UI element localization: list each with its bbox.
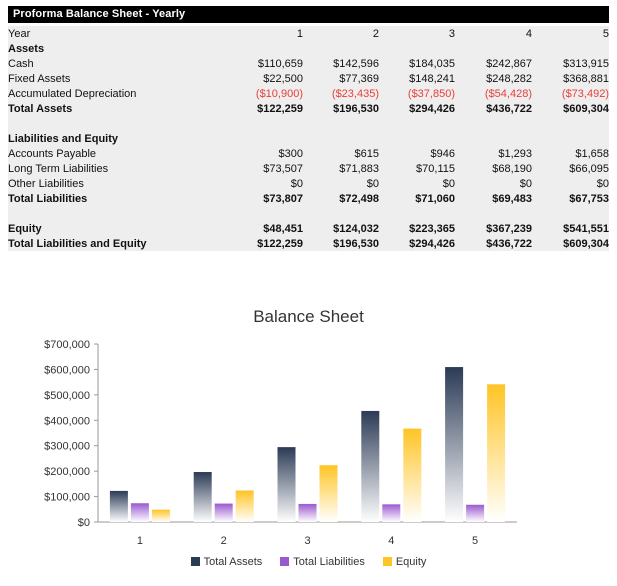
y-axis-tick-label: $100,000 [44, 491, 90, 504]
legend-swatch-icon [191, 557, 200, 566]
legend-label: Equity [395, 556, 427, 568]
section-heading: Assets [8, 41, 227, 56]
y-axis-tick-label: $300,000 [44, 440, 90, 453]
bar [320, 465, 338, 522]
chart-title: Balance Sheet [253, 307, 364, 326]
row-value: $368,881 [532, 71, 609, 86]
y-axis-tick-label: $400,000 [44, 415, 90, 428]
bar [382, 504, 400, 522]
row-label: Total Liabilities and Equity [8, 236, 227, 251]
row-label: Total Assets [8, 101, 227, 116]
row-value: $242,867 [455, 56, 532, 71]
row-value: $541,551 [532, 221, 609, 236]
y-axis-tick-label: $600,000 [44, 364, 90, 377]
section-heading: Liabilities and Equity [8, 131, 227, 146]
legend-label: Total Assets [203, 556, 263, 568]
row-value: $142,596 [303, 56, 379, 71]
legend-item [191, 556, 263, 568]
y-axis-tick-label: $0 [77, 517, 90, 529]
row-value: $67,753 [532, 191, 609, 206]
row-value: $124,032 [303, 221, 379, 236]
column-header-year: Year [8, 26, 227, 41]
row-value: $77,369 [303, 71, 379, 86]
legend-swatch-icon [280, 557, 289, 566]
row-value: $0 [379, 176, 455, 191]
row-value: $367,239 [455, 221, 532, 236]
chart-plot-area [0, 330, 617, 580]
bar [445, 367, 463, 522]
bar [194, 472, 212, 522]
table-row [8, 221, 609, 236]
table-row [8, 191, 609, 206]
column-header-year-2: 2 [303, 26, 379, 41]
row-label: Equity [8, 221, 227, 236]
table-section-heading-row [8, 131, 609, 146]
table-row [8, 236, 609, 251]
row-value: $69,483 [455, 191, 532, 206]
row-value: $0 [227, 176, 303, 191]
row-value: ($54,428) [455, 86, 532, 101]
bar [236, 490, 254, 522]
row-value: $946 [379, 146, 455, 161]
row-value: $436,722 [455, 101, 532, 116]
row-value: $300 [227, 146, 303, 161]
row-label: Long Term Liabilities [8, 161, 227, 176]
y-axis-tick-label: $500,000 [44, 389, 90, 402]
row-value: ($37,850) [379, 86, 455, 101]
bar [299, 504, 317, 522]
x-axis-tick-label: 3 [304, 535, 311, 547]
row-value: ($10,900) [227, 86, 303, 101]
x-axis-tick-label: 4 [388, 535, 395, 547]
table-row [8, 161, 609, 176]
table-row [8, 86, 609, 101]
row-value: $66,095 [532, 161, 609, 176]
table-spacer-row [8, 206, 609, 221]
row-value: $148,241 [379, 71, 455, 86]
row-value: $72,498 [303, 191, 379, 206]
legend-item [280, 556, 365, 568]
row-value: $71,060 [379, 191, 455, 206]
column-header-year-3: 3 [379, 26, 455, 41]
table-header-row [8, 26, 609, 41]
row-value: $0 [455, 176, 532, 191]
row-value: $122,259 [227, 236, 303, 251]
row-value: $68,190 [455, 161, 532, 176]
balance-sheet-bar-chart [0, 330, 617, 580]
row-value: ($23,435) [303, 86, 379, 101]
row-value: $73,507 [227, 161, 303, 176]
row-value: $436,722 [455, 236, 532, 251]
y-axis-tick-label: $700,000 [44, 339, 90, 351]
row-value: $184,035 [379, 56, 455, 71]
table-spacer-row [8, 116, 609, 131]
table-row [8, 71, 609, 86]
window-title: Proforma Balance Sheet - Yearly [8, 6, 609, 23]
balance-sheet-table [8, 26, 609, 251]
column-header-year-5: 5 [532, 26, 609, 41]
chart-legend [0, 556, 617, 568]
table-row [8, 146, 609, 161]
table-row [8, 101, 609, 116]
column-header-year-4: 4 [455, 26, 532, 41]
bar [361, 411, 379, 522]
row-value: $196,530 [303, 101, 379, 116]
row-value: $294,426 [379, 101, 455, 116]
row-value: $22,500 [227, 71, 303, 86]
x-axis-tick-label: 1 [136, 535, 143, 547]
bar [131, 503, 149, 522]
row-label: Accumulated Depreciation [8, 86, 227, 101]
row-value: $0 [532, 176, 609, 191]
row-value: $110,659 [227, 56, 303, 71]
row-value: $615 [303, 146, 379, 161]
row-value: $1,658 [532, 146, 609, 161]
row-value: $48,451 [227, 221, 303, 236]
row-label: Cash [8, 56, 227, 71]
row-value: $609,304 [532, 236, 609, 251]
row-label: Accounts Payable [8, 146, 227, 161]
bar [487, 384, 505, 522]
row-label: Total Liabilities [8, 191, 227, 206]
bar [403, 429, 421, 522]
table-row [8, 56, 609, 71]
row-value: $313,915 [532, 56, 609, 71]
bar [215, 504, 233, 522]
row-value: $73,807 [227, 191, 303, 206]
balance-sheet-table-container [8, 26, 609, 251]
column-header-year-1: 1 [227, 26, 303, 41]
row-value: $609,304 [532, 101, 609, 116]
table-row [8, 176, 609, 191]
row-value: $71,883 [303, 161, 379, 176]
legend-label: Total Liabilities [293, 556, 365, 568]
row-value: $248,282 [455, 71, 532, 86]
row-value: $70,115 [379, 161, 455, 176]
legend-item [383, 556, 427, 568]
row-value: $1,293 [455, 146, 532, 161]
row-value: $223,365 [379, 221, 455, 236]
row-label: Other Liabilities [8, 176, 227, 191]
bar [110, 491, 128, 522]
row-value: $0 [303, 176, 379, 191]
bar [278, 447, 296, 522]
y-axis-tick-label: $200,000 [44, 466, 90, 479]
bar [152, 510, 170, 522]
x-axis-tick-label: 5 [472, 535, 479, 547]
bar [466, 505, 484, 522]
table-section-heading-row [8, 41, 609, 56]
row-label: Fixed Assets [8, 71, 227, 86]
legend-swatch-icon [383, 557, 392, 566]
x-axis-tick-label: 2 [220, 535, 227, 547]
row-value: $196,530 [303, 236, 379, 251]
row-value: ($73,492) [532, 86, 609, 101]
row-value: $122,259 [227, 101, 303, 116]
row-value: $294,426 [379, 236, 455, 251]
